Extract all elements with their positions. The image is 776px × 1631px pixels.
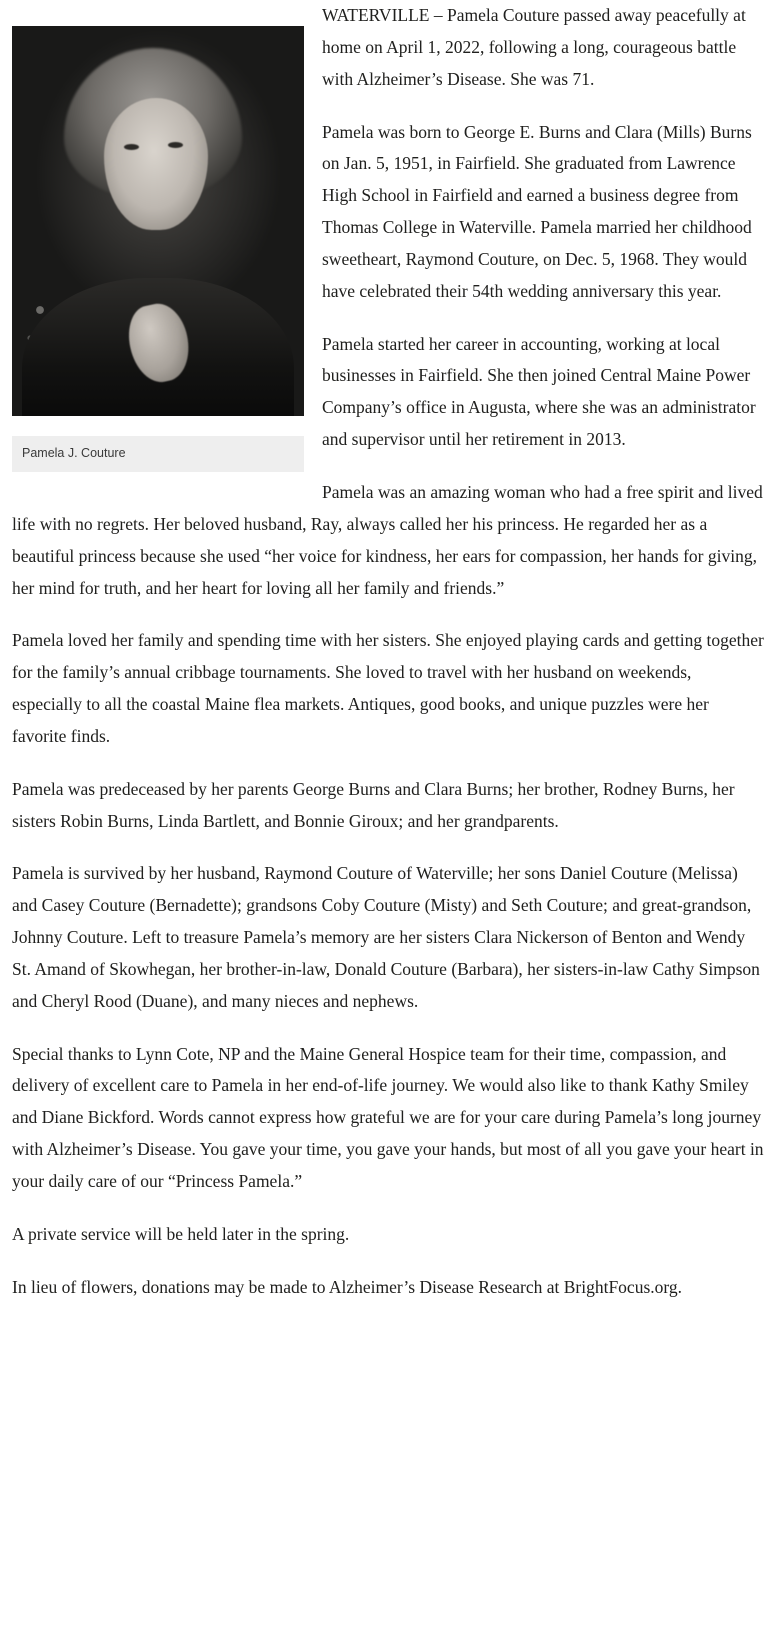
portrait-eye-right bbox=[168, 142, 183, 148]
paragraph: Pamela loved her family and spending time with her sisters. She enjoyed playing cards and getting together for the family’s annual cribbage tournaments. She loved to travel with her husband on weekends, especially to all the coastal Maine flea markets. Antiques, good books, and unique puzzles were her favorite finds. bbox=[12, 630, 764, 746]
portrait-eye-left bbox=[124, 144, 139, 150]
paragraph: Pamela is survived by her husband, Raymond Couture of Waterville; her sons Daniel Couture (Melissa) and Casey Couture (Bernadette); grandsons Coby Couture (Misty) and Seth Couture; and great-grandson, Johnny Couture. Left to treasure Pamela’s memory are her sisters Clara Nickerson of Benton and Wendy St. Amand of Skowhegan, her brother-in-law, Donald Couture (Barbara), her sisters-in-law Cathy Simpson and Cheryl Rood (Duane), and many nieces and nephews. bbox=[12, 863, 760, 1011]
paragraph: Pamela was an amazing woman who had a free spirit and lived life with no regrets. Her beloved husband, Ray, always called her his princess. He regarded her as a beautiful princess because she used “her voice for kindness, her ears for compassion, her hands for giving, her mind for truth, and her heart for loving all her family and friends.” bbox=[12, 481, 763, 598]
paragraph: A private service will be held later in the spring. bbox=[12, 1223, 350, 1244]
paragraph: WATERVILLE – Pamela Couture passed away peacefully at home on April 1, 2022, following a long, courageous battle with Alzheimer’s Disease. She was 71. bbox=[322, 5, 746, 89]
paragraph: Pamela was born to George E. Burns and Clara (Mills) Burns on Jan. 5, 1951, in Fairfield. She graduated from Lawrence High School in Fairfield and earned a business degree from Thomas College in Waterville. Pamela married her childhood sweetheart, Raymond Couture, on Dec. 5, 1968. They would have celebrated their 54th wedding anniversary this year. bbox=[322, 121, 752, 301]
photo-caption: Pamela J. Couture bbox=[12, 436, 304, 472]
paragraph: Special thanks to Lynn Cote, NP and the Maine General Hospice team for their time, compassion, and delivery of excellent care to Pamela in her end-of-life journey. We would also like to thank Kathy Smiley and Diane Bickford. Words cannot express how grateful we are for your care during Pamela’s long journey with Alzheimer’s Disease. You gave your time, you gave your hands, but most of all you gave your heart in your daily care of our “Princess Pamela.” bbox=[12, 1043, 764, 1191]
paragraph: Pamela started her career in accounting, working at local businesses in Fairfield. She then joined Central Maine Power Company’s office in Augusta, where she was an administrator and supervisor until her retirement in 2013. bbox=[322, 333, 756, 450]
portrait-photo bbox=[12, 26, 304, 416]
paragraph: Pamela was predeceased by her parents George Burns and Clara Burns; her brother, Rodney Burns, her sisters Robin Burns, Linda Bartlett, and Bonnie Giroux; and her grandparents. bbox=[12, 778, 735, 831]
paragraph: In lieu of flowers, donations may be made to Alzheimer’s Disease Research at BrightFocus.org. bbox=[12, 1276, 683, 1297]
portrait-face bbox=[104, 98, 208, 230]
portrait-figure bbox=[12, 26, 304, 472]
